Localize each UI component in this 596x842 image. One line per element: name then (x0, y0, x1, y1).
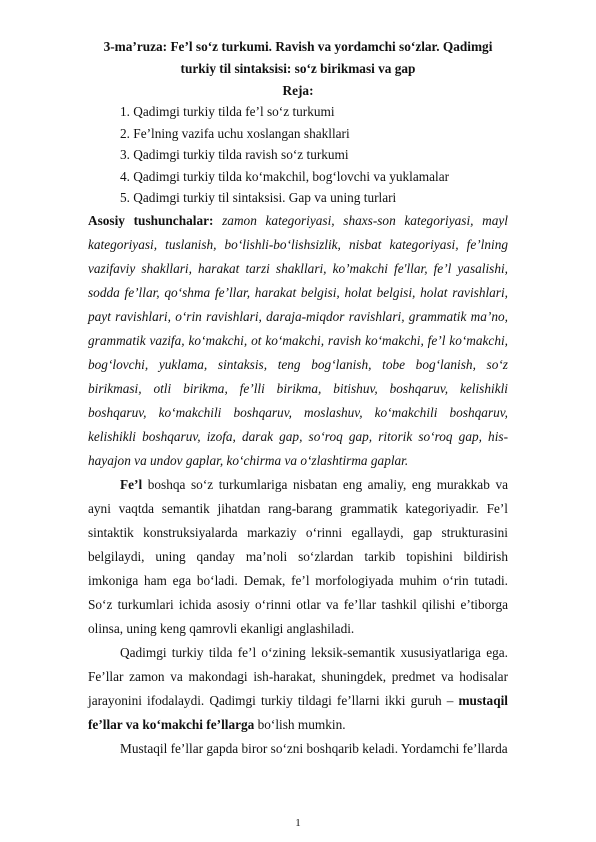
key-concepts-text: zamon kategoriyasi, shaxs-son kategoriyasi, mayl kategoriyasi, tuslanish, bo‘lishli-bo‘lishsizlik, nisbat kategoriyasi, fe’lning vazifaviy shakllari, harakat tarzi shakllari, ko’makchi fe'llar, fe’l yasalishi, sodda fe’llar, qo‘shma fe’llar, harakat belgisi, holat belgisi, holat ravishlari, payt ravishlari, o‘rin ravishlari, daraja-miqdor ravishlari, grammatik ma’no, grammatik vazifa, ko‘makchi, ot ko‘makchi, ravish ko‘makchi, fe’l ko‘makchi, bog‘lovchi, yuklama, sintaksis, teng bog‘lanish, tobe bog‘lanish, so‘z birikmasi, otli birikma, fe’lli birikma, bitishuv, boshqaruv, kelishikli boshqaruv, ko‘makchili boshqaruv, moslashuv, ko‘makchili boshqaruv, kelishikli boshqaruv, izofa, darak gap, so‘roq gap, ritorik so‘roq gap, his-hayajon va undov gaplar, ko‘chirma va o‘zlashtirma gaplar. (88, 212, 508, 468)
paragraph-text: Qadimgi turkiy tilda fe’l o‘zining leksik-semantik xususiyatlariga ega. Fe’llar zamon va makondagi ish-harakat, shuningdek, predmet va hodisalar jarayonini ifodalaydi. Qadimgi turkiy tildagi fe’llarni ikki guruh – (88, 644, 508, 708)
plan-list (88, 101, 508, 209)
paragraph-verb-intro (88, 473, 508, 641)
plan-item: 2. Fe’lning vazifa uchu xoslangan shakllari (120, 125, 350, 141)
paragraph-independent-verbs (88, 737, 508, 761)
paragraph-tail: bo‘lish mumkin. (254, 716, 346, 732)
key-concepts-label: Asosiy tushunchalar: (88, 212, 214, 228)
page-number: 1 (295, 817, 301, 829)
plan-heading: Reja: (282, 83, 314, 98)
lecture-title: 3-ma’ruza: Fe’l so‘z turkumi. Ravish va yordamchi so‘zlar. Qadimgi turkiy til sintaksisi: so‘z birikmasi va gap (103, 39, 493, 76)
plan-item: 4. Qadimgi turkiy tilda ko‘makchil, bog‘lovchi va yuklamalar (120, 168, 450, 184)
plan-item: 5. Qadimgi turkiy til sintaksisi. Gap va uning turlari (120, 190, 397, 206)
paragraph-lead-term: Fe’l (120, 476, 143, 492)
paragraph-text: boshqa so‘z turkumlariga nisbatan eng amaliy, eng murakkab va ayni vaqtda semantik jihatdan rang-barang grammatik kategoriyadir. Fe’l sintaktik konstruksiyalarda markaziy o‘rinni egallaydi, gap strukturasini belgilaydi, uning qanday ma’noli so‘zlardan tarkib topishini bildirish imkoniga ham ega bo‘ladi. Demak, fe’l morfologiyada muhim o‘rin tutadi. So‘z turkumlari ichida asosiy o‘rinni otlar va fe’llar tashkil qilishi e’tiborga olinsa, uning keng qamrovli ekanligi anglashiladi. (88, 476, 508, 636)
paragraph-bold-term: mustaqil fe’llar va ko‘makchi fe’llarga (88, 692, 508, 732)
paragraph-text: Mustaqil fe’llar gapda biror so‘zni boshqarib keladi. Yordamchi fe’llarda (120, 740, 508, 756)
key-concepts (88, 209, 508, 473)
plan-item: 3. Qadimgi turkiy tilda ravish so‘z turkumi (120, 147, 349, 163)
page-content (88, 36, 508, 761)
plan-item: 1. Qadimgi turkiy tilda fe’l so‘z turkumi (120, 104, 335, 119)
paragraph-verb-semantics (88, 641, 508, 737)
